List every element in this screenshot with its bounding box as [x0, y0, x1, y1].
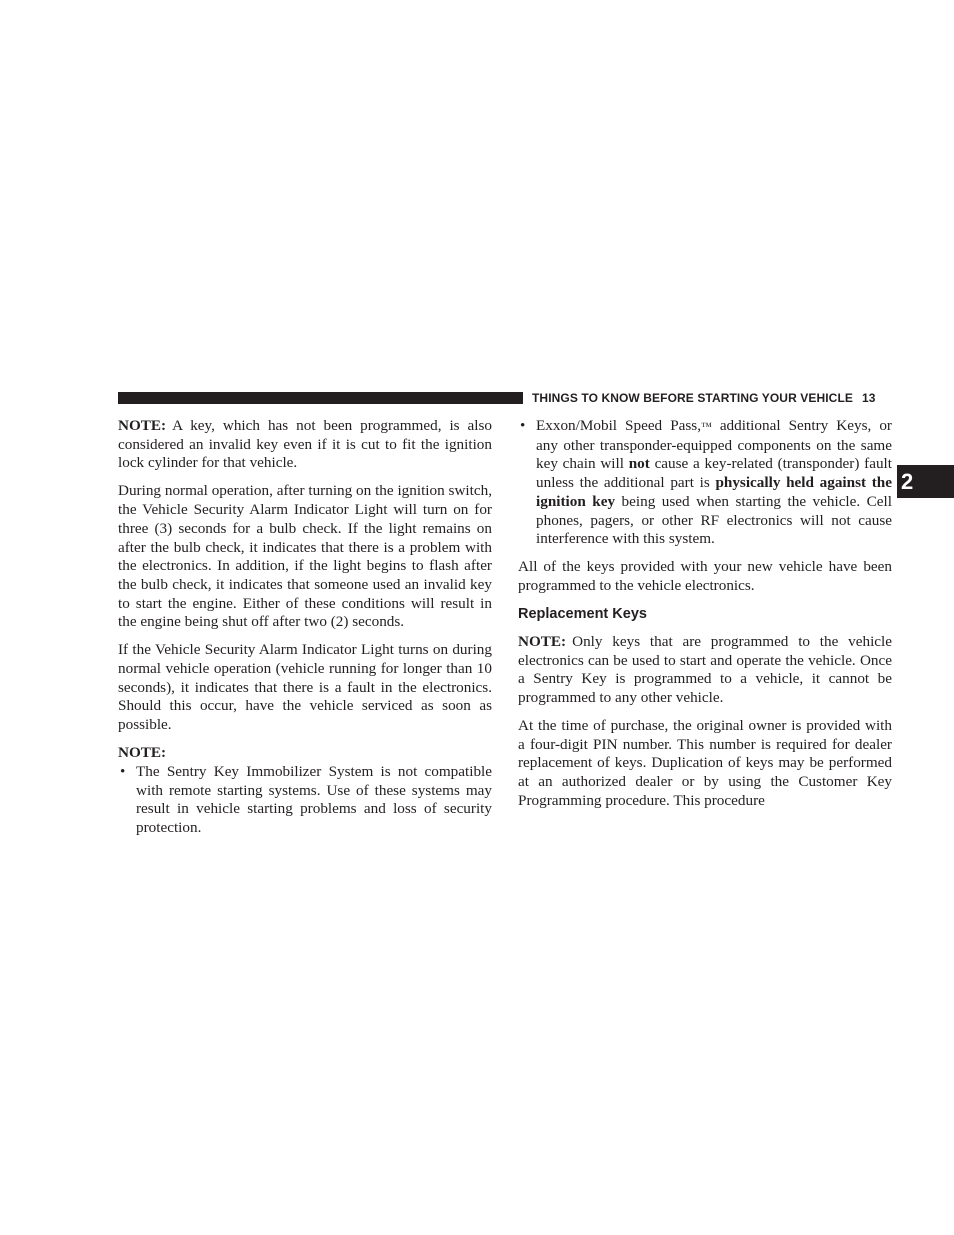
body-paragraph: At the time of purchase, the original owner is provided with a four-digit PIN number. This number is required for dealer replacement of keys. Duplication of keys may be performed at an authorized dealer or by using the Customer Key Programming procedure. This procedure [518, 717, 892, 809]
emphasis-not: not [628, 455, 650, 473]
page-number: 13 [861, 391, 876, 405]
header-title: THINGS TO KNOW BEFORE STARTING YOUR VEHICLE [532, 391, 853, 405]
note-label: NOTE: [118, 744, 167, 762]
note-paragraph [518, 633, 892, 708]
right-column [518, 417, 892, 820]
left-column [118, 417, 492, 847]
bullet-item [118, 763, 492, 838]
running-header [532, 390, 892, 406]
bullet-text: Exxon/Mobil Speed Pass,™ additional Sentry Keys, or any other transponder-equipped components on the same key chain will not cause a key-related (transponder) fault unless the additional part is physically held against the ignition key being used when starting the vehicle. Cell phones, pagers, or other RF electronics will not cause interference with this system. [536, 417, 892, 548]
bullet-icon: • [120, 762, 126, 780]
body-paragraph: All of the keys provided with your new vehicle have been programmed to the vehicle electronics. [518, 558, 892, 594]
section-heading-replacement-keys: Replacement Keys [518, 605, 647, 622]
body-paragraph: If the Vehicle Security Alarm Indicator Light turns on during normal vehicle operation (vehicle running for longer than 10 seconds), it indicates that there is a fault in the electronics. Should this occur, have the vehicle serviced as soon as possible. [118, 641, 492, 734]
note-text: Only keys that are programmed to the vehicle electronics can be used to start and operate the vehicle. Once a Sentry Key is programmed to a vehicle, it cannot be programmed to any other vehicle. [518, 632, 892, 707]
note-label: NOTE: [118, 417, 167, 434]
chapter-tab: 2 [897, 465, 954, 498]
note-label: NOTE: [518, 632, 567, 650]
emphasis-physically-held: physically held against the ignition key [536, 474, 892, 510]
bullet-icon: • [520, 417, 526, 434]
bullet-text: The Sentry Key Immobilizer System is not compatible with remote starting systems. Use of these systems may result in vehicle starting problems and loss of security protection. [136, 762, 492, 836]
note-heading [118, 744, 492, 763]
header-rule [118, 392, 523, 404]
trademark-symbol: ™ [701, 421, 712, 433]
note-paragraph [118, 417, 492, 473]
bullet-item [518, 417, 892, 549]
note-text: A key, which has not been programmed, is also considered an invalid key even if it is cut to fit the ignition lock cylinder for that vehicle. [118, 417, 492, 472]
body-paragraph: During normal operation, after turning on the ignition switch, the Vehicle Security Alarm Indicator Light will turn on for three (3) seconds for a bulb check. If the light remains on after the bulb check, it indicates that there is a problem with the electronics. In addition, if the light begins to flash after the bulb check, it indicates that someone used an invalid key to start the engine. Either of these conditions will result in the engine being shut off after two (2) seconds. [118, 482, 492, 631]
